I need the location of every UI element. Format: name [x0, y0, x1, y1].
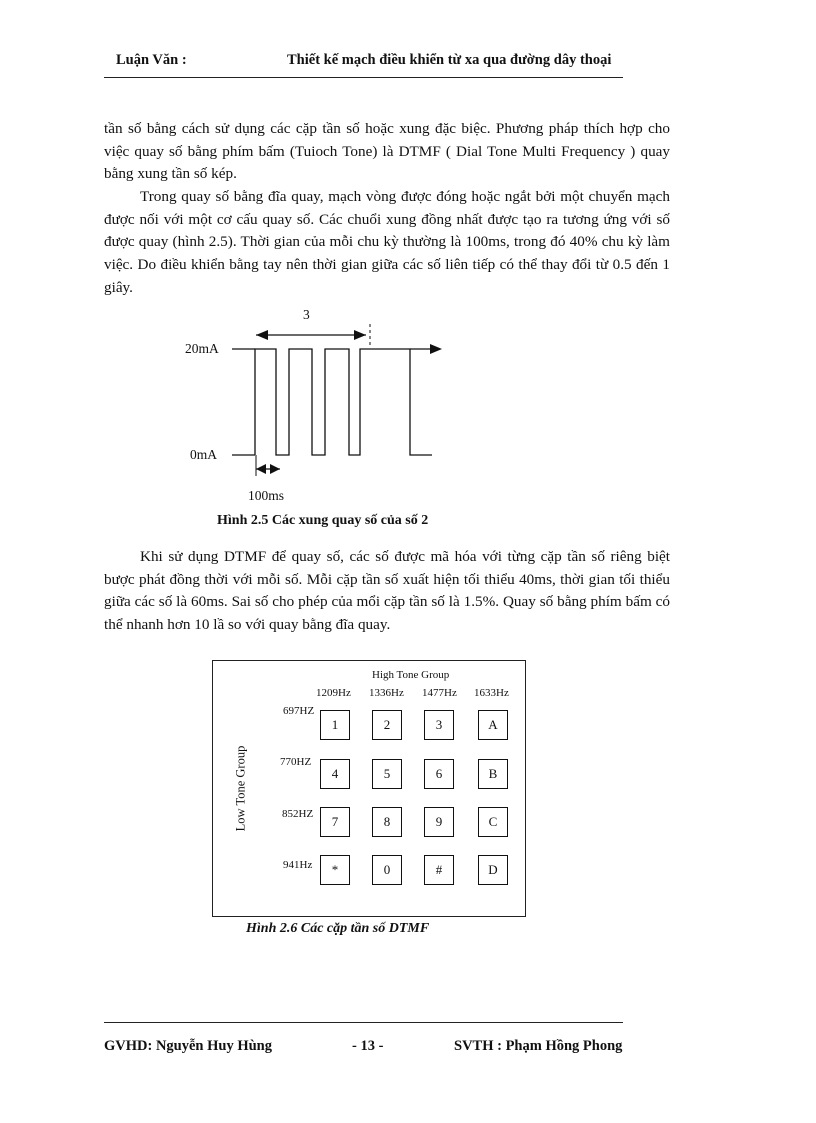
- key-5: 5: [372, 759, 402, 789]
- high-freq-3: 1477Hz: [422, 687, 457, 699]
- footer-advisor: GVHD: Nguyễn Huy Hùng: [104, 1038, 272, 1054]
- high-freq-1: 1209Hz: [316, 687, 351, 699]
- pulse-waveform: [255, 349, 432, 455]
- header-rule: [104, 77, 623, 78]
- footer-student: SVTH : Phạm Hồng Phong: [454, 1038, 623, 1054]
- header-left: Luận Văn :: [116, 52, 187, 68]
- period-arrow-right-head: [270, 464, 280, 474]
- high-freq-2: 1336Hz: [369, 687, 404, 699]
- waveform-arrow-head: [430, 344, 442, 354]
- low-tone-group-label: Low Tone Group: [233, 745, 248, 832]
- key-star: *: [320, 855, 350, 885]
- footer-page-number: - 13 -: [352, 1038, 384, 1054]
- figure-2-5-caption: Hình 2.5 Các xung quay số của số 2: [217, 513, 429, 528]
- paragraph-1: tần số bằng cách sử dụng các cặp tần số hoặc xung đặc biệc. Phương pháp thích hợp cho việc quay số bằng phím bấm (Tuioch Tone) là DTMF ( Dial Tone Multi Frequency ) quay bằng xung tần số kép.: [104, 120, 670, 183]
- high-tone-group-label: High Tone Group: [372, 669, 450, 681]
- period-arrow-left-head: [256, 464, 266, 474]
- key-c: C: [478, 807, 508, 837]
- header-title: Thiết kế mạch điều khiển từ xa qua đường dây thoại: [287, 52, 612, 68]
- key-hash: #: [424, 855, 454, 885]
- key-d: D: [478, 855, 508, 885]
- low-freq-1: 697HZ: [283, 705, 315, 717]
- high-level-label: 20mA: [185, 341, 219, 356]
- key-a: A: [478, 710, 508, 740]
- key-1: 1: [320, 710, 350, 740]
- period-label: 100ms: [248, 488, 285, 503]
- span-label: 3: [303, 307, 310, 322]
- low-freq-2: 770HZ: [280, 756, 312, 768]
- paragraph-3: Khi sử dụng DTMF để quay số, các số được mã hóa với từng cặp tần số riêng biệt bược phát đồng thời với mỗi số. Mỗi cặp tần số xuất hiện tối thiểu 40ms, thời gian tối thiểu giữa các số là 60ms. Sai số cho phép của mổi cặp tần số là 1.5%. Quay số bằng phím bấm có thể nhanh hơn 10 lầ so với quay bằng đĩa quay.: [104, 548, 670, 634]
- high-freq-4: 1633Hz: [474, 687, 509, 699]
- key-9: 9: [424, 807, 454, 837]
- paragraph-2: Trong quay số bằng đĩa quay, mạch vòng được đóng hoặc ngắt bởi một chuyển mạch được nối với một cơ cấu quay số. Các chuổi xung đồng nhất được tạo ra tương ứng với số được quay (hình 2.5). Thời gian của mỗi chu kỳ thường là 100ms, trong đó 40% chu kỳ làm việc. Do điều khiển bằng tay nên thời gian giữa các số liên tiếp có thể thay đổi từ 0.5 đến 1 giây.: [104, 188, 670, 296]
- key-6: 6: [424, 759, 454, 789]
- key-8: 8: [372, 807, 402, 837]
- low-freq-3: 852HZ: [282, 808, 314, 820]
- key-0: 0: [372, 855, 402, 885]
- dtmf-keypad-figure: [212, 660, 526, 917]
- low-freq-4: 941Hz: [283, 859, 313, 871]
- span-arrow-right-head: [354, 330, 366, 340]
- key-2: 2: [372, 710, 402, 740]
- span-arrow-left-head: [256, 330, 268, 340]
- footer-rule: [104, 1022, 623, 1023]
- key-b: B: [478, 759, 508, 789]
- pulse-waveform-svg: [160, 300, 470, 510]
- key-4: 4: [320, 759, 350, 789]
- low-level-label: 0mA: [190, 447, 217, 462]
- key-7: 7: [320, 807, 350, 837]
- key-3: 3: [424, 710, 454, 740]
- figure-2-6-caption: Hình 2.6 Các cặp tần số DTMF: [246, 921, 430, 936]
